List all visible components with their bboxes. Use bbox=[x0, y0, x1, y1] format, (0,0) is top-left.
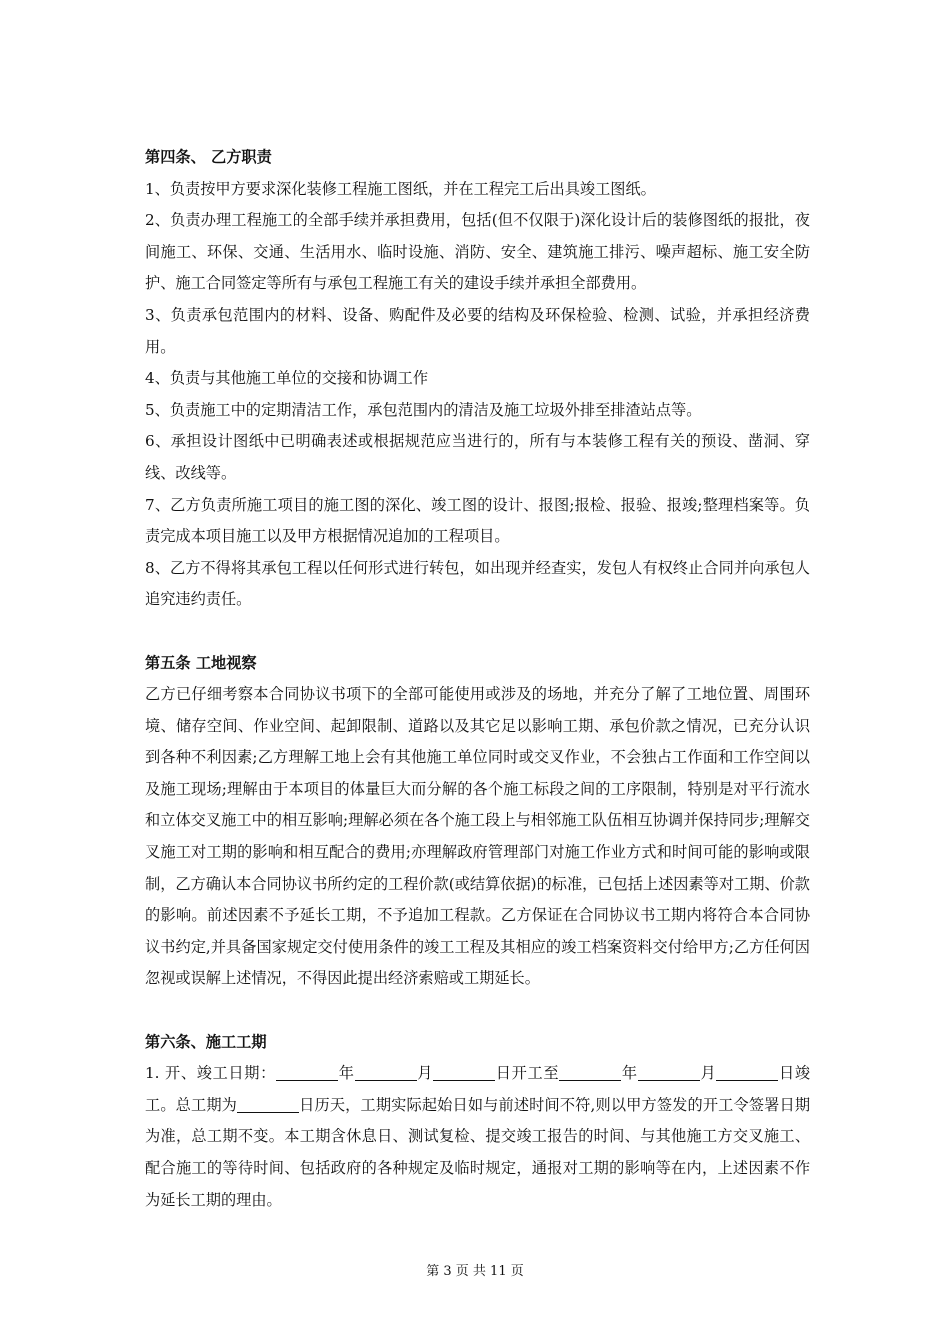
month-label: 月 bbox=[416, 1064, 434, 1083]
end-day-blank[interactable] bbox=[716, 1065, 778, 1081]
start-month-blank[interactable] bbox=[355, 1065, 417, 1081]
schedule-prefix: 1. 开、竣工日期： bbox=[145, 1064, 277, 1083]
article-4-item-2: 2、负责办理工程施工的全部手续并承担费用，包括(但不仅限于)深化设计后的装修图纸的报批，夜间施工、环保、交通、生活用水、临时设施、消防、安全、建筑施工排污、噪声超标、施工安全防护、施工合同签定等所有与承包工程施工有关的建设手续并承担全部费用。 bbox=[145, 211, 810, 293]
start-day-label: 日开工至 bbox=[495, 1064, 560, 1083]
article-4-item-7: 7、乙方负责所施工项目的施工图的深化、竣工图的设计、报图;报检、报验、报竣;整理档案等。负责完成本项目施工以及甲方根据情况追加的工程项目。 bbox=[145, 495, 810, 546]
day-label: 日 bbox=[778, 1064, 795, 1083]
completion-label: 竣工。总工期为 bbox=[145, 1064, 811, 1114]
article-6-item-1 bbox=[145, 1058, 810, 1216]
article-5-title: 第五条 工地视察 bbox=[145, 653, 257, 672]
article-4-item-4: 4、负责与其他施工单位的交接和协调工作 bbox=[145, 369, 429, 388]
month-label: 月 bbox=[699, 1064, 717, 1083]
year-label: 年 bbox=[621, 1064, 638, 1083]
article-4-item-1: 1、负责按甲方要求深化装修工程施工图纸，并在工程完工后出具竣工图纸。 bbox=[145, 179, 656, 198]
schedule-rest: 日历天，工期实际起始日如与前述时间不符,则以甲方签发的开工令签署日期为准，总工期不变。本工期含休息日、测试复检、提交竣工报告的时间、与其他施工方交叉施工、配合施工的等待时间、包括政府的各种规定及临时规定，通报对工期的影响等在内，上述因素不作为延长工期的理由。 bbox=[145, 1095, 811, 1209]
total-days-blank[interactable] bbox=[237, 1097, 299, 1113]
start-year-blank[interactable] bbox=[276, 1065, 338, 1081]
article-5-body: 乙方已仔细考察本合同协议书项下的全部可能使用或涉及的场地，并充分了解了工地位置、周围环境、储存空间、作业空间、起卸限制、道路以及其它足以影响工期、承包价款之情况，已充分认识到各种不利因素;乙方理解工地上会有其他施工单位同时或交叉作业，不会独占工作面和工作空间以及施工现场;理解由于本项目的体量巨大而分解的各个施工标段之间的工序限制，特别是对平行流水和立体交叉施工中的相互影响;理解必须在各个施工段上与相邻施工队伍相互协调并保持同步;理解交叉施工对工期的影响和相互配合的费用;亦理解政府管理部门对施工作业方式和时间可能的影响或限制，乙方确认本合同协议书所约定的工程价款(或结算依据)的标准，已包括上述因素等对工期、价款的影响。前述因素不予延长工期，不予追加工程款。乙方保证在合同协议书工期内将符合本合同协议书约定,并具备国家规定交付使用条件的竣工工程及其相应的竣工档案资料交付给甲方;乙方任何因忽视或误解上述情况，不得因此提出经济索赔或工期延长。 bbox=[145, 685, 810, 988]
document-body bbox=[145, 142, 810, 1216]
article-4-item-8: 8、乙方不得将其承包工程以任何形式进行转包，如出现并经查实，发包人有权终止合同并向承包人追究违约责任。 bbox=[145, 558, 810, 609]
article-4-item-5: 5、负责施工中的定期清洁工作，承包范围内的清洁及施工垃圾外排至排渣站点等。 bbox=[145, 400, 702, 419]
start-day-blank[interactable] bbox=[433, 1065, 495, 1081]
article-6-title: 第六条、施工工期 bbox=[145, 1032, 267, 1051]
article-4-item-6: 6、承担设计图纸中已明确表述或根据规范应当进行的，所有与本装修工程有关的预设、凿洞、穿线、改线等。 bbox=[145, 432, 810, 482]
article-4-title: 第四条、 乙方职责 bbox=[145, 148, 272, 166]
year-label: 年 bbox=[338, 1064, 355, 1083]
end-year-blank[interactable] bbox=[559, 1065, 621, 1081]
section-spacer bbox=[145, 616, 810, 648]
article-4-item-3: 3、负责承包范围内的材料、设备、购配件及必要的结构及环保检验、检测、试验，并承担经济费用。 bbox=[145, 305, 810, 356]
section-spacer bbox=[145, 995, 810, 1027]
end-month-blank[interactable] bbox=[638, 1065, 700, 1081]
page-number: 第 3 页 共 11 页 bbox=[426, 1264, 524, 1279]
